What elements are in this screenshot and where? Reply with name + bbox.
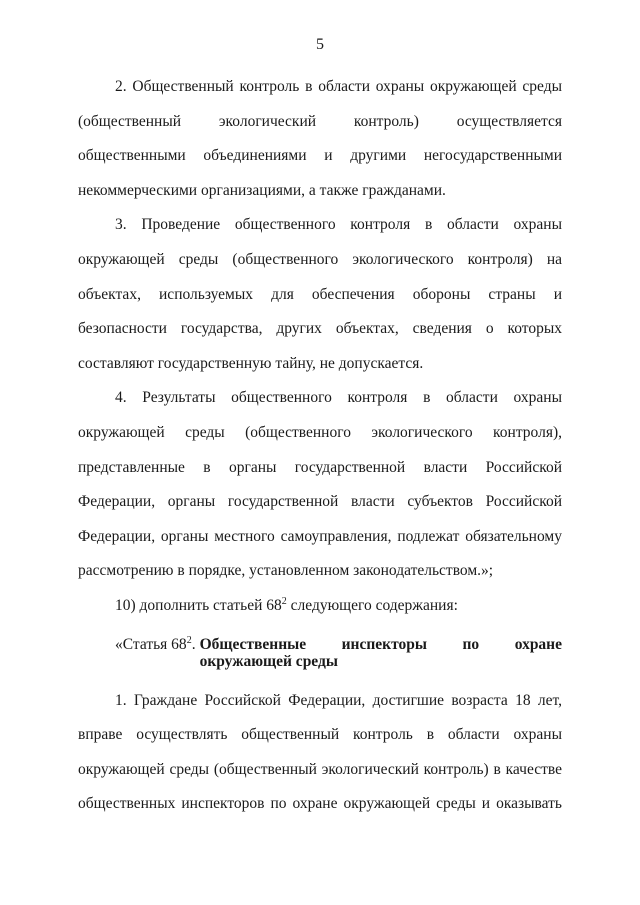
- paragraph-10-superscript: 2: [281, 595, 287, 607]
- article-heading: [78, 624, 562, 684]
- article-label-period: .: [191, 635, 196, 653]
- page-number: 5: [316, 36, 324, 53]
- article-title-line-2: окружающей среды: [199, 652, 338, 670]
- paragraph-2: 2. Общественный контроль в области охраны окружающей среды (общественный экологический контроль) осуществляется общественными объединениями и другими негосударственными некоммерческими организациями, а также гражданами.: [78, 78, 562, 199]
- article-label: [78, 636, 196, 670]
- article-label-text: «Статья 68: [115, 635, 187, 653]
- article-title-line-1: Общественные инспекторы по охране: [199, 635, 562, 653]
- document-body: [78, 70, 562, 822]
- paragraph-4: 4. Результаты общественного контроля в области охраны окружающей среды (общественного экологического контроля), представленные в органы государственной власти Российской Федерации, органы государственной власти субъектов Российской Федерации, органы местного самоуправления, подлежат обязательному рассмотрению в порядке, установленном законодательством.»;: [78, 389, 562, 580]
- article-label-superscript: 2: [186, 634, 192, 646]
- paragraph-10-text-after: следующего содержания:: [286, 596, 458, 614]
- article-paragraph-1: 1. Граждане Российской Федерации, достигшие возраста 18 лет, вправе осуществлять общественный контроль в области охраны окружающей среды (общественный экологический контроль) в качестве общественных инспекторов по охране окружающей среды и оказывать: [78, 691, 562, 813]
- paragraph-10-text-before: 10) дополнить статьей 68: [115, 596, 282, 614]
- paragraph-10: [78, 589, 562, 624]
- paragraph-3: 3. Проведение общественного контроля в области охраны окружающей среды (общественного экологического контроля) на объектах, используемых для обеспечения обороны страны и безопасности государства, других объектах, сведения о которых составляют государственную тайну, не допускается.: [78, 216, 562, 372]
- article-title: [196, 636, 562, 670]
